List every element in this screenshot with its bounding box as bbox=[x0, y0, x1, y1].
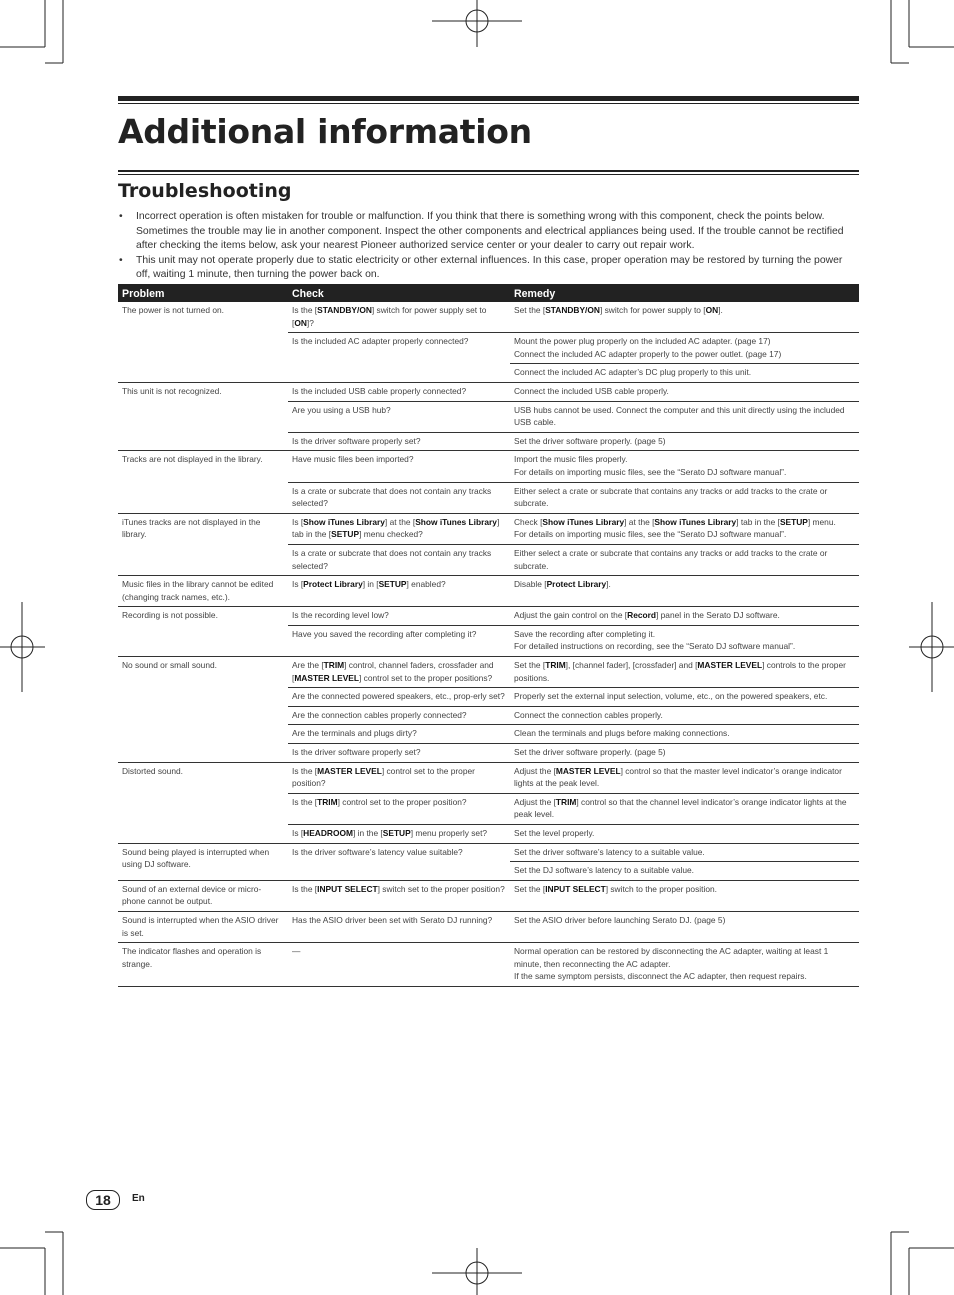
remedy-cell bbox=[510, 762, 859, 793]
remedy-text: For details on importing music files, see the “Serato DJ software manual”. bbox=[514, 529, 787, 540]
header-check: Check bbox=[288, 284, 510, 302]
page-number: 18 bbox=[86, 1190, 120, 1210]
remedy-text: Save the recording after completing it. bbox=[514, 628, 656, 639]
check-text: Is a crate or subcrate that does not contain any tracks selected? bbox=[292, 547, 492, 571]
remedy-text: Adjust the [MASTER LEVEL] control so that the master level indicator’s orange indicator lights at the peak level. bbox=[514, 765, 842, 789]
problem-text: Recording is not possible. bbox=[122, 610, 218, 621]
remedy-text: Disable [Protect Library]. bbox=[514, 579, 611, 590]
remedy-text: Mount the power plug properly on the included AC adapter. (page 17) bbox=[514, 336, 771, 347]
remedy-cell bbox=[510, 382, 859, 401]
page-title: Additional information bbox=[118, 112, 532, 151]
problem-text: The indicator flashes and operation is strange. bbox=[122, 946, 262, 969]
intro-bullet: • This unit may not operate properly due to static electricity or other external influences. In this case, proper operation may be restored by turning the power off, waiting 1 minute, then turning the power back on. bbox=[118, 254, 859, 283]
header-problem: Problem bbox=[118, 284, 288, 302]
remedy-cell bbox=[510, 432, 859, 451]
check-cell bbox=[288, 382, 510, 401]
problem-text: The power is not turned on. bbox=[122, 305, 224, 315]
problem-cell bbox=[118, 607, 288, 657]
intro-bullet: • Incorrect operation is often mistaken for trouble or malfunction. If you think that there is something wrong with this component, check the points below. Sometimes the trouble may lie in another component. Inspect the other components and electrical appliances being used. If the trouble cannot be rectified after checking the items below, ask your nearest Pioneer authorized service center or your dealer to carry out repair work. bbox=[118, 210, 859, 254]
remedy-text: Connect the connection cables properly. bbox=[514, 709, 663, 720]
check-text: Is the driver software properly set? bbox=[292, 747, 421, 758]
remedy-cell bbox=[510, 364, 859, 383]
check-text: Is [Show iTunes Library] at the [Show iTunes Library] tab in the [SETUP] menu checked? bbox=[292, 516, 500, 540]
problem-text: Distorted sound. bbox=[122, 765, 183, 776]
check-text: Is the [STANDBY/ON] switch for power supply set to [ON]? bbox=[292, 305, 487, 328]
table-row bbox=[118, 302, 859, 333]
problem-cell bbox=[118, 451, 288, 513]
check-cell bbox=[288, 544, 510, 575]
remedy-text: Set the driver software properly. (page 5) bbox=[514, 747, 666, 758]
remedy-text: Set the driver software properly. (page 5) bbox=[514, 435, 666, 446]
title-rule-top-thin bbox=[118, 103, 859, 104]
remedy-text: Clean the terminals and plugs before making connections. bbox=[514, 728, 730, 739]
remedy-text: Set the level properly. bbox=[514, 828, 595, 838]
remedy-cell bbox=[510, 793, 859, 824]
remedy-cell bbox=[510, 625, 859, 656]
problem-text: iTunes tracks are not displayed in the library. bbox=[122, 516, 261, 540]
language-code: En bbox=[132, 1193, 145, 1204]
check-cell bbox=[288, 302, 510, 333]
check-text: Is the [INPUT SELECT] switch set to the proper position? bbox=[292, 883, 505, 894]
problem-cell bbox=[118, 576, 288, 607]
remedy-cell bbox=[510, 657, 859, 688]
check-text: Is a crate or subcrate that does not contain any tracks selected? bbox=[292, 485, 492, 509]
remedy-cell bbox=[510, 451, 859, 482]
remedy-cell bbox=[510, 302, 859, 333]
table-row bbox=[118, 911, 859, 942]
remedy-text: Set the [STANDBY/ON] switch for power supply to [ON]. bbox=[514, 305, 723, 315]
check-cell bbox=[288, 793, 510, 824]
remedy-text: Normal operation can be restored by disconnecting the AC adapter, waiting at least 1 minute, then reconnecting the AC adapter. bbox=[514, 946, 829, 969]
check-text: Are you using a USB hub? bbox=[292, 404, 391, 415]
remedy-cell bbox=[510, 843, 859, 862]
check-cell bbox=[288, 762, 510, 793]
problem-text: This unit is not recognized. bbox=[122, 385, 222, 396]
check-cell bbox=[288, 725, 510, 744]
remedy-cell bbox=[510, 401, 859, 432]
remedy-text: Connect the included AC adapter properly to the power outlet. (page 17) bbox=[514, 348, 782, 359]
check-text: Is [HEADROOM] in the [SETUP] menu properly set? bbox=[292, 828, 488, 838]
check-cell bbox=[288, 401, 510, 432]
check-text: Are the terminals and plugs dirty? bbox=[292, 728, 417, 739]
problem-text: Music files in the library cannot be edited (changing track names, etc.). bbox=[122, 579, 274, 602]
remedy-text: Set the DJ software’s latency to a suitable value. bbox=[514, 865, 695, 876]
remedy-text: USB hubs cannot be used. Connect the computer and this unit directly using the included USB cable. bbox=[514, 404, 845, 428]
title-rule-bottom bbox=[118, 170, 859, 172]
header-remedy: Remedy bbox=[510, 284, 859, 302]
problem-cell bbox=[118, 513, 288, 575]
remedy-text: Set the [INPUT SELECT] switch to the proper position. bbox=[514, 883, 717, 894]
table-row bbox=[118, 943, 859, 987]
troubleshooting-table bbox=[118, 284, 859, 987]
check-text: Is the included AC adapter properly connected? bbox=[292, 336, 469, 347]
remedy-cell bbox=[510, 825, 859, 844]
remedy-text: Set the ASIO driver before launching Serato DJ. (page 5) bbox=[514, 914, 726, 925]
remedy-cell bbox=[510, 725, 859, 744]
remedy-cell bbox=[510, 607, 859, 626]
table-row bbox=[118, 843, 859, 862]
check-cell bbox=[288, 576, 510, 607]
check-text: Is the [MASTER LEVEL] control set to the proper position? bbox=[292, 765, 475, 789]
table-header-row bbox=[118, 284, 859, 302]
check-cell bbox=[288, 706, 510, 725]
check-text: Are the connected powered speakers, etc., prop-erly set? bbox=[292, 691, 505, 702]
remedy-text: Adjust the gain control on the [Record] panel in the Serato DJ software. bbox=[514, 610, 780, 621]
table-row bbox=[118, 657, 859, 688]
check-cell bbox=[288, 911, 510, 942]
remedy-text: For details on importing music files, see the “Serato DJ software manual”. bbox=[514, 466, 787, 477]
check-text: Is the [TRIM] control set to the proper position? bbox=[292, 796, 467, 807]
remedy-text: Import the music files properly. bbox=[514, 454, 628, 465]
check-text: Have music files been imported? bbox=[292, 454, 414, 465]
remedy-text: Connect the included AC adapter’s DC plug properly to this unit. bbox=[514, 367, 752, 378]
problem-cell bbox=[118, 843, 288, 880]
check-text: Is the recording level low? bbox=[292, 610, 389, 621]
remedy-text: Adjust the [TRIM] control so that the channel level indicator’s orange indicator lights at the peak level. bbox=[514, 796, 847, 820]
check-cell bbox=[288, 744, 510, 763]
check-cell bbox=[288, 943, 510, 987]
check-text: — bbox=[292, 946, 301, 957]
remedy-text: Check [Show iTunes Library] at the [Show iTunes Library] tab in the [SETUP] menu. bbox=[514, 516, 836, 527]
remedy-text: Set the [TRIM], [channel fader], [crossfader] and [MASTER LEVEL] controls to the proper positions. bbox=[514, 660, 846, 683]
remedy-cell bbox=[510, 688, 859, 707]
table-row bbox=[118, 576, 859, 607]
remedy-text: Set the driver software’s latency to a suitable value. bbox=[514, 846, 705, 857]
remedy-text: Properly set the external input selection, volume, etc., on the powered speakers, etc. bbox=[514, 691, 828, 702]
check-text: Are the [TRIM] control, channel faders, crossfader and [MASTER LEVEL] control set to the proper positions? bbox=[292, 660, 494, 683]
check-text: Is the included USB cable properly connected? bbox=[292, 385, 467, 396]
check-text: Has the ASIO driver been set with Serato DJ running? bbox=[292, 914, 493, 925]
remedy-text: If the same symptom persists, disconnect the AC adapter, then request repairs. bbox=[514, 971, 807, 982]
check-cell bbox=[288, 513, 510, 544]
table-body bbox=[118, 302, 859, 986]
remedy-cell bbox=[510, 706, 859, 725]
problem-text: Sound is interrupted when the ASIO driver is set. bbox=[122, 914, 279, 938]
remedy-cell bbox=[510, 482, 859, 513]
problem-cell bbox=[118, 382, 288, 450]
check-cell bbox=[288, 607, 510, 626]
check-cell bbox=[288, 843, 510, 880]
check-cell bbox=[288, 825, 510, 844]
check-text: Is the driver software’s latency value suitable? bbox=[292, 846, 463, 857]
title-rule-bottom-thin bbox=[118, 174, 859, 175]
table-row bbox=[118, 382, 859, 401]
check-cell bbox=[288, 688, 510, 707]
remedy-cell bbox=[510, 744, 859, 763]
remedy-cell bbox=[510, 544, 859, 575]
check-text: Have you saved the recording after completing it? bbox=[292, 628, 477, 639]
check-text: Is [Protect Library] in [SETUP] enabled? bbox=[292, 579, 446, 590]
problem-text: No sound or small sound. bbox=[122, 660, 217, 671]
check-cell bbox=[288, 625, 510, 656]
table-row bbox=[118, 762, 859, 793]
remedy-text: Connect the included USB cable properly. bbox=[514, 385, 669, 396]
remedy-cell bbox=[510, 513, 859, 544]
remedy-cell bbox=[510, 333, 859, 364]
check-text: Are the connection cables properly connected? bbox=[292, 709, 467, 720]
check-cell bbox=[288, 880, 510, 911]
check-cell bbox=[288, 482, 510, 513]
title-rule-top bbox=[118, 96, 859, 101]
problem-cell bbox=[118, 943, 288, 987]
problem-cell bbox=[118, 657, 288, 763]
problem-cell bbox=[118, 880, 288, 911]
section-title: Troubleshooting bbox=[118, 180, 292, 202]
check-text: Is the driver software properly set? bbox=[292, 435, 421, 446]
remedy-cell bbox=[510, 911, 859, 942]
check-cell bbox=[288, 333, 510, 383]
remedy-cell bbox=[510, 576, 859, 607]
remedy-cell bbox=[510, 862, 859, 881]
check-cell bbox=[288, 657, 510, 688]
table-row bbox=[118, 607, 859, 626]
problem-text: Sound being played is interrupted when using DJ software. bbox=[122, 846, 270, 870]
problem-cell bbox=[118, 911, 288, 942]
intro-bullet-list bbox=[118, 210, 859, 283]
remedy-cell bbox=[510, 943, 859, 987]
check-cell bbox=[288, 451, 510, 482]
problem-cell bbox=[118, 302, 288, 382]
problem-cell bbox=[118, 762, 288, 843]
table-row bbox=[118, 451, 859, 482]
remedy-text: Either select a crate or subcrate that contains any tracks or add tracks to the crate or subcrate. bbox=[514, 547, 828, 571]
table-row bbox=[118, 513, 859, 544]
remedy-text: For detailed instructions on recording, see the “Serato DJ software manual”. bbox=[514, 641, 796, 652]
check-cell bbox=[288, 432, 510, 451]
remedy-text: Either select a crate or subcrate that contains any tracks or add tracks to the crate or subcrate. bbox=[514, 485, 828, 509]
table-row bbox=[118, 880, 859, 911]
problem-text: Sound of an external device or micro-phone cannot be output. bbox=[122, 883, 262, 907]
problem-text: Tracks are not displayed in the library. bbox=[122, 454, 263, 465]
remedy-cell bbox=[510, 880, 859, 911]
